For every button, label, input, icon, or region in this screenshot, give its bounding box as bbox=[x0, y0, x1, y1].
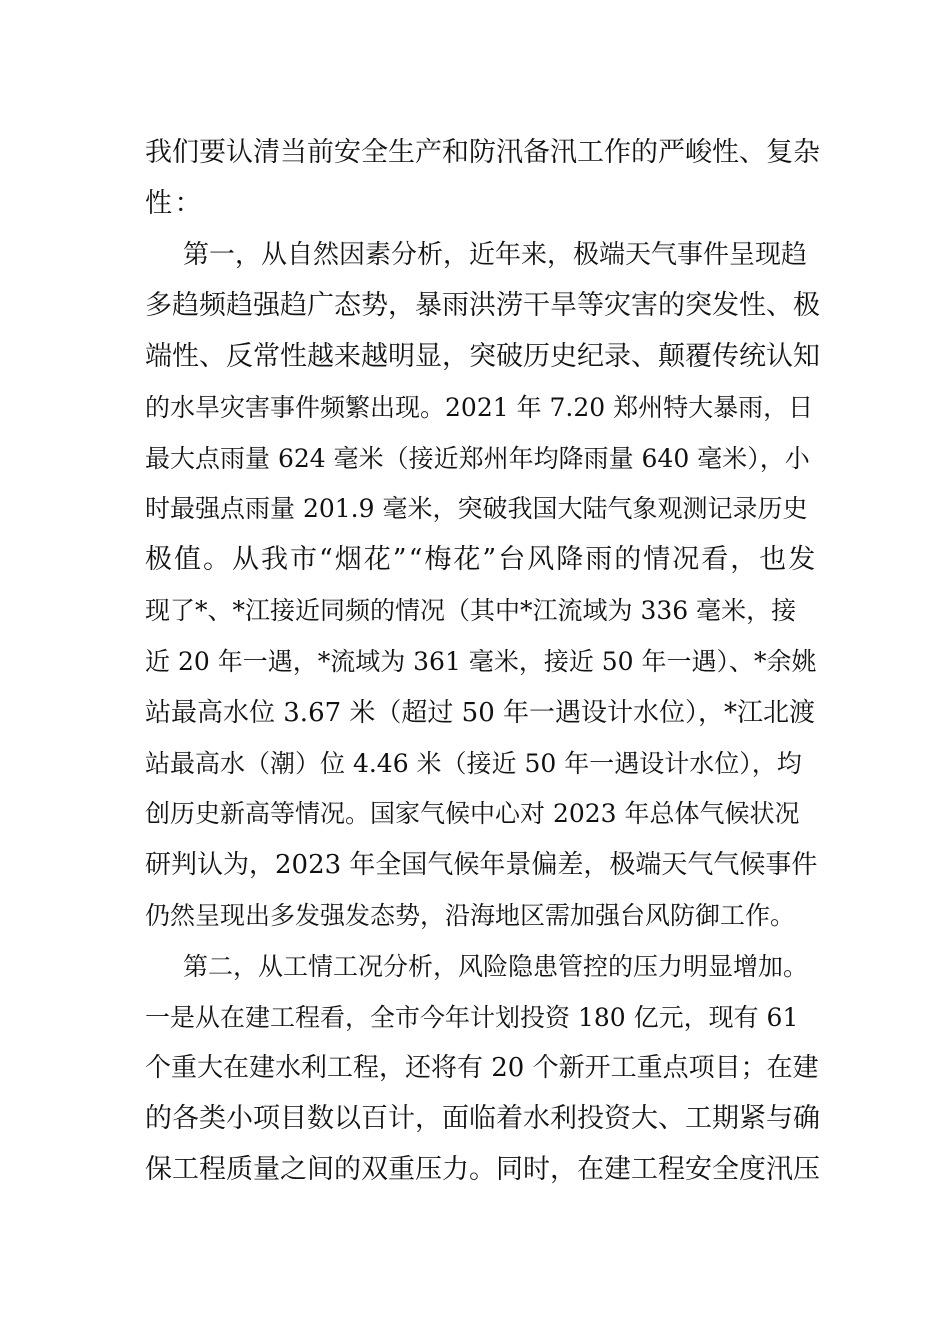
paragraph-line: 第二，从工情工况分析，风险隐患管控的压力明显增加。 bbox=[183, 952, 809, 981]
paragraph-line: 的水旱灾害事件频繁出现。2021 年 7.20 郑州特大暴雨，日 bbox=[145, 393, 814, 422]
paragraph-line: 站最高水位 3.67 米（超过 50 年一遇设计水位），*江北渡 bbox=[145, 698, 816, 728]
paragraph-line: 的各类小项目数以百计，面临着水利投资大、工期紧与确 bbox=[145, 1103, 820, 1134]
paragraph-line: 创历史新高等情况。国家气候中心对 2023 年总体气候状况 bbox=[145, 799, 800, 828]
paragraph-line: 时最强点雨量 201.9 毫米，突破我国大陆气象观测记录历史 bbox=[145, 494, 808, 523]
paragraph-line: 站最高水（潮）位 4.46 米（接近 50 年一遇设计水位），均 bbox=[145, 749, 802, 778]
paragraph-line: 最大点雨量 624 毫米（接近郑州年均降雨量 640 毫米），小 bbox=[145, 444, 810, 473]
paragraph-line: 个重大在建水利工程，还将有 20 个新开工重点项目；在建 bbox=[145, 1053, 819, 1083]
paragraph-line: 近 20 年一遇，*流域为 361 毫米，接近 50 年一遇）、*余姚 bbox=[145, 647, 817, 676]
paragraph-line: 一是从在建工程看，全市今年计划投资 180 亿元，现有 61 bbox=[145, 1003, 799, 1032]
paragraph-line: 我们要认清当前安全生产和防汛备汛工作的严峻性、复杂 bbox=[145, 137, 820, 168]
paragraph-line: 保工程质量之间的双重压力。同时，在建工程安全度汛压 bbox=[145, 1154, 820, 1185]
paragraph-line: 仍然呈现出多发强发态势，沿海地区需加强台风防御工作。 bbox=[145, 901, 796, 930]
paragraph-line: 端性、反常性越来越明显，突破历史纪录、颠覆传统认知 bbox=[145, 341, 820, 372]
paragraph-line: 现了*、*江接近同频的情况（其中*江流域为 336 毫米，接 bbox=[145, 596, 797, 625]
paragraph-line: 极值。从我市“烟花”“梅花”台风降雨的情况看，也发 bbox=[145, 544, 818, 575]
paragraph-line: 第一，从自然因素分析，近年来，极端天气事件呈现趋 bbox=[183, 240, 808, 270]
paragraph-line: 研判认为，2023 年全国气候年景偏差，极端天气气候事件 bbox=[145, 850, 818, 880]
paragraph-line: 多趋频趋强趋广态势，暴雨洪涝干旱等灾害的突发性、极 bbox=[145, 290, 820, 321]
paragraph-line: 性： bbox=[145, 188, 204, 219]
